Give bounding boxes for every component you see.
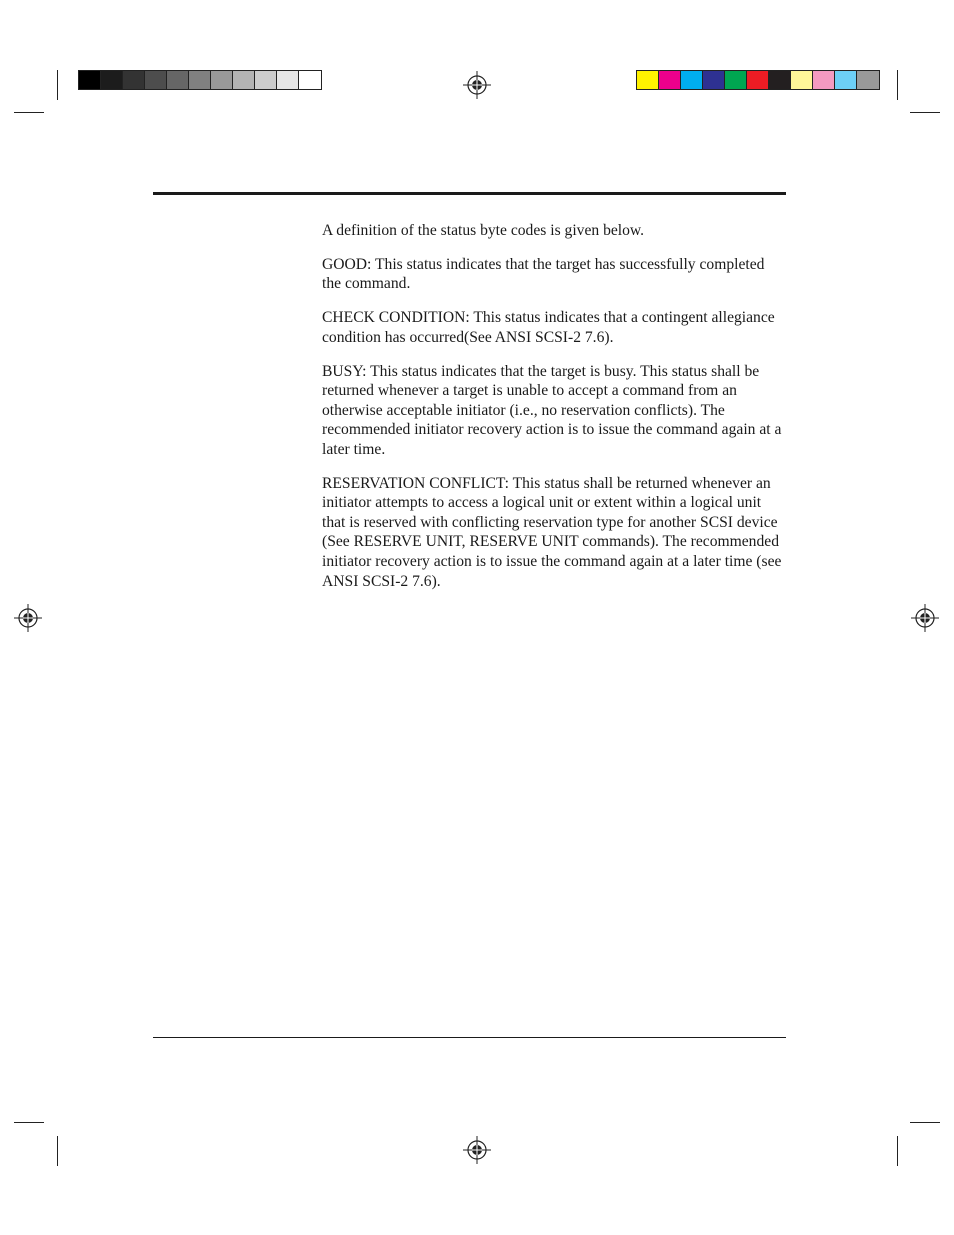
paragraph-good: GOOD: This status indicates that the target has successfully completed the command. [322, 255, 765, 293]
color-swatch [255, 71, 277, 89]
process-color-bar [636, 70, 880, 90]
color-swatch [211, 71, 233, 89]
color-swatch [299, 71, 321, 89]
crop-mark [910, 112, 940, 113]
color-swatch [813, 71, 835, 89]
crop-mark [897, 70, 898, 100]
body-text [322, 221, 784, 605]
color-swatch [145, 71, 167, 89]
crop-mark [897, 1136, 898, 1166]
color-swatch [277, 71, 299, 89]
color-swatch [725, 71, 747, 89]
color-swatch [167, 71, 189, 89]
crop-mark [14, 112, 44, 113]
registration-mark-icon [463, 1136, 491, 1164]
color-swatch [857, 71, 879, 89]
paragraph-check-condition: CHECK CONDITION: This status indicates that a contingent allegiance condition has occurred(See ANSI SCSI-2 7.6). [322, 309, 775, 346]
footer-rule [153, 1037, 786, 1038]
header-rule [153, 192, 786, 195]
color-swatch [791, 71, 813, 89]
crop-mark [910, 1122, 940, 1123]
crop-mark [14, 1122, 44, 1123]
color-swatch [123, 71, 145, 89]
color-swatch [659, 71, 681, 89]
color-swatch [233, 71, 255, 89]
color-swatch [637, 71, 659, 89]
paragraph-reservation-conflict: RESERVATION CONFLICT: This status shall be returned whenever an initiator attempts to access a logical unit or extent within a logical unit that is reserved with conflicting reservation type for another SCSI device (See RESERVE UNIT, RESERVE UNIT commands). The recommended initiator recovery action is to issue the command again at a later time (see ANSI SCSI-2 7.6). [322, 474, 782, 590]
color-swatch [101, 71, 123, 89]
registration-mark-icon [463, 71, 491, 99]
color-swatch [769, 71, 791, 89]
color-swatch [79, 71, 101, 89]
color-swatch [189, 71, 211, 89]
registration-mark-icon [14, 604, 42, 632]
registration-mark-icon [911, 604, 939, 632]
color-swatch [835, 71, 857, 89]
color-swatch [703, 71, 725, 89]
color-swatch [681, 71, 703, 89]
crop-mark [57, 70, 58, 100]
grayscale-color-bar [78, 70, 322, 90]
crop-mark [57, 1136, 58, 1166]
color-swatch [747, 71, 769, 89]
paragraph-intro: A definition of the status byte codes is given below. [322, 222, 645, 239]
paragraph-busy: BUSY: This status indicates that the target is busy. This status shall be returned whenever a target is unable to accept a command from an otherwise acceptable initiator (i.e., no reservation conflicts). The recommended initiator recovery action is to issue the command again at a later time. [322, 362, 782, 458]
